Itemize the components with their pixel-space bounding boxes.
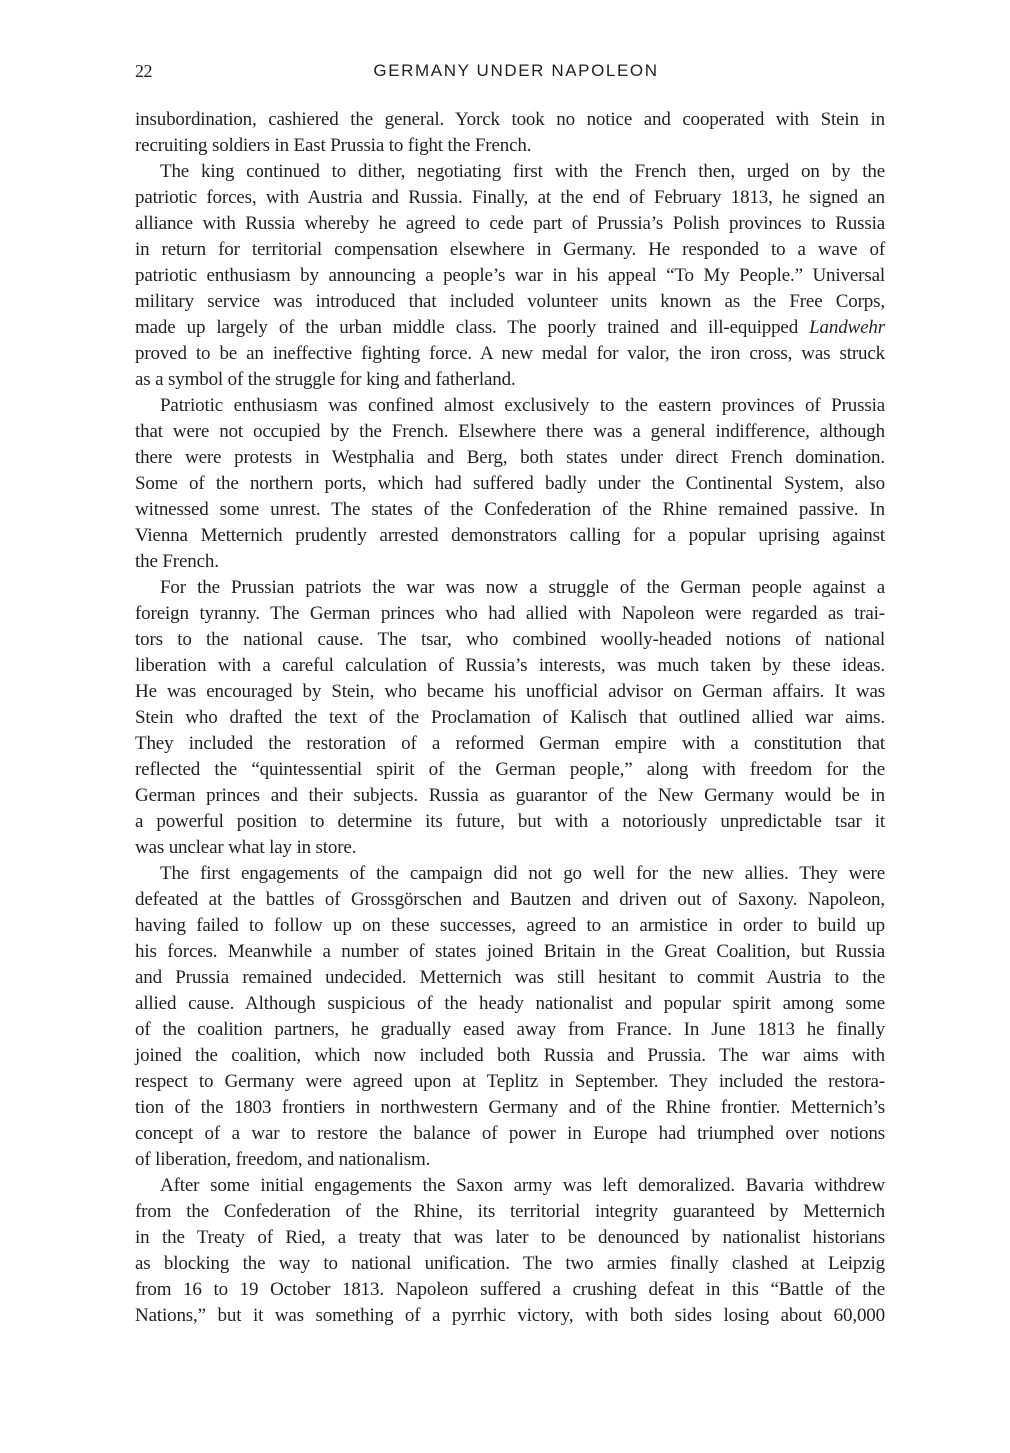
text-line: German princes and their subjects. Russia as guarantor of the New Germany would be in [135, 785, 885, 806]
text-line: in return for territorial compensation elsewhere in Germany. He responded to a wave of [135, 239, 885, 260]
text-line: of the coalition partners, he gradually eased away from France. In June 1813 he finally [135, 1019, 885, 1040]
text-line: He was encouraged by Stein, who became his unofficial advisor on German affairs. It was [135, 681, 885, 702]
text-segment: made up largely of the urban middle class. The poorly trained and ill-equipped [135, 317, 810, 338]
text-line: from the Confederation of the Rhine, its territorial integrity guaranteed by Metternich [135, 1201, 885, 1222]
text-line: concept of a war to restore the balance of power in Europe had triumphed over notions [135, 1123, 885, 1144]
paragraph-1 [135, 107, 885, 159]
text-line: After some initial engagements the Saxon army was left demoralized. Bavaria withdrew [160, 1175, 885, 1196]
text-line: witnessed some unrest. The states of the Confederation of the Rhine remained passive. In [135, 499, 885, 520]
text-line: the French. [135, 551, 219, 572]
paragraph-2 [135, 159, 885, 393]
italic-term: Landwehr [809, 317, 885, 338]
text-line: as blocking the way to national unification. The two armies finally clashed at Leipzig [135, 1253, 885, 1274]
text-line: Vienna Metternich prudently arrested demonstrators calling for a popular uprising against [135, 525, 885, 546]
paragraph-4 [135, 575, 885, 861]
text-line: reflected the “quintessential spirit of the German people,” along with freedom for the [135, 759, 885, 780]
text-line: in the Treaty of Ried, a treaty that was later to be denounced by nationalist historians [135, 1227, 885, 1248]
text-line: The first engagements of the campaign did not go well for the new allies. They were [160, 863, 885, 884]
text-line: They included the restoration of a reformed German empire with a constitution that [135, 733, 885, 754]
text-line: liberation with a careful calculation of Russia’s interests, was much taken by these ideas. [135, 655, 885, 676]
text-line: of liberation, freedom, and nationalism. [135, 1149, 431, 1170]
text-line: from 16 to 19 October 1813. Napoleon suffered a crushing defeat in this “Battle of the [135, 1279, 885, 1300]
running-head: GERMANY UNDER NAPOLEON [373, 61, 659, 80]
text-line: tion of the 1803 frontiers in northwestern Germany and of the Rhine frontier. Metternich’s [135, 1097, 885, 1118]
text-line: that were not occupied by the French. Elsewhere there was a general indifference, although [135, 421, 885, 442]
paragraph-6 [135, 1173, 885, 1329]
text-line: military service was introduced that included volunteer units known as the Free Corps, [135, 291, 885, 312]
body-text [135, 107, 885, 1329]
paragraph-5 [135, 861, 885, 1173]
text-line: joined the coalition, which now included both Russia and Prussia. The war aims with [135, 1045, 885, 1066]
text-line: patriotic forces, with Austria and Russia. Finally, at the end of February 1813, he signed an [135, 187, 885, 208]
text-line: alliance with Russia whereby he agreed to cede part of Prussia’s Polish provinces to Russia [135, 213, 885, 234]
text-line: proved to be an ineffective fighting force. A new medal for valor, the iron cross, was struck [135, 343, 885, 364]
text-line: as a symbol of the struggle for king and fatherland. [135, 369, 516, 390]
text-line: Patriotic enthusiasm was confined almost exclusively to the eastern provinces of Prussia [160, 395, 885, 416]
text-line: his forces. Meanwhile a number of states joined Britain in the Great Coalition, but Russia [135, 941, 885, 962]
text-line: there were protests in Westphalia and Berg, both states under direct French domination. [135, 447, 885, 468]
text-line: recruiting soldiers in East Prussia to fight the French. [135, 135, 532, 156]
text-line: Nations,” but it was something of a pyrrhic victory, with both sides losing about 60,000 [135, 1305, 885, 1326]
text-line: foreign tyranny. The German princes who had allied with Napoleon were regarded as trai- [135, 603, 885, 624]
text-line: and Prussia remained undecided. Metternich was still hesitant to commit Austria to the [135, 967, 885, 988]
text-line: having failed to follow up on these successes, agreed to an armistice in order to build up [135, 915, 885, 936]
text-line: Stein who drafted the text of the Proclamation of Kalisch that outlined allied war aims. [135, 707, 885, 728]
text-line [135, 315, 885, 341]
text-line: The king continued to dither, negotiating first with the French then, urged on by the [160, 161, 885, 182]
text-line: insubordination, cashiered the general. Yorck took no notice and cooperated with Stein in [135, 109, 885, 130]
text-line: defeated at the battles of Grossgörschen and Bautzen and driven out of Saxony. Napoleon, [135, 889, 885, 910]
page-number: 22 [135, 61, 152, 81]
text-line: Some of the northern ports, which had suffered badly under the Continental System, also [135, 473, 885, 494]
text-line: was unclear what lay in store. [135, 837, 357, 858]
paragraph-3 [135, 393, 885, 575]
text-line: patriotic enthusiasm by announcing a people’s war in his appeal “To My People.” Universal [135, 265, 885, 286]
text-line: For the Prussian patriots the war was now a struggle of the German people against a [160, 577, 885, 598]
text-line: allied cause. Although suspicious of the heady nationalist and popular spirit among some [135, 993, 885, 1014]
text-line: tors to the national cause. The tsar, who combined woolly-headed notions of national [135, 629, 885, 650]
text-line: respect to Germany were agreed upon at Teplitz in September. They included the restora- [135, 1071, 885, 1092]
text-line: a powerful position to determine its future, but with a notoriously unpredictable tsar it [135, 811, 885, 832]
